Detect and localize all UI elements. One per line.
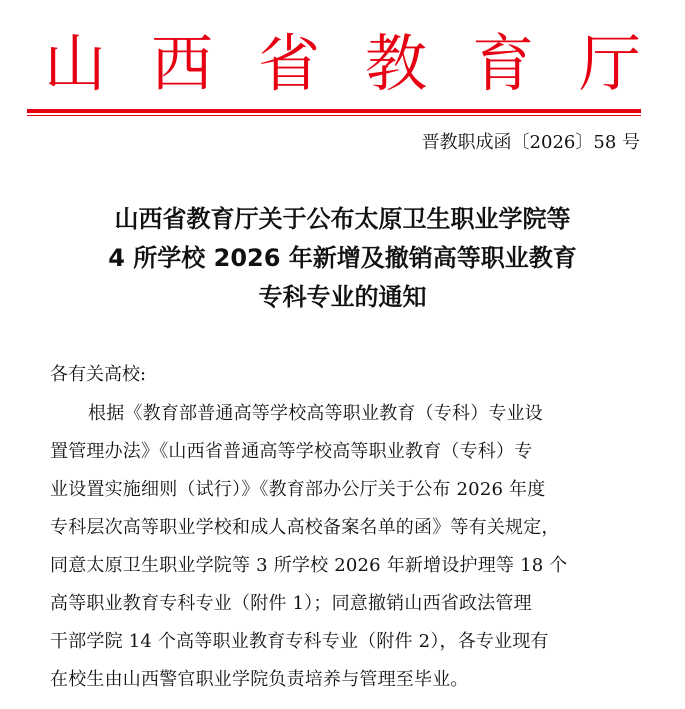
header-char: 教: [365, 27, 428, 100]
document-number: 晋教职成函〔2026〕58 号: [421, 132, 640, 153]
document-body: [50, 395, 640, 699]
header-char: 厅: [579, 27, 642, 100]
body-line: 根据《教育部普通高等学校高等职业教育（专科）专业设: [88, 403, 543, 424]
body-line: 置管理办法》《山西省普通高等学校高等职业教育（专科）专: [50, 441, 533, 462]
body-line: 高等职业教育专科专业（附件 1）；同意撤销山西省政法管理: [50, 593, 532, 614]
header-char: 山: [43, 27, 106, 100]
header-char: 育: [472, 27, 535, 100]
header-char: 省: [257, 27, 320, 100]
header-red-rule-thin: [27, 115, 641, 116]
title-line: 4 所学校 2026 年新增及撤销高等职业教育: [108, 244, 577, 272]
document-header-org-name: [0, 28, 685, 100]
title-line: 专科专业的通知: [258, 283, 427, 311]
body-line: 专科层次高等职业学校和成人高校备案名单的函》等有关规定，: [50, 517, 560, 538]
header-red-rule-thick: [27, 109, 641, 113]
salutation: 各有关高校:: [50, 364, 147, 385]
body-line: 在校生由山西警官职业学院负责培养与管理至毕业。: [50, 669, 469, 690]
body-line: 干部学院 14 个高等职业教育专科专业（附件 2），各专业现有: [50, 631, 549, 652]
body-line: 业设置实施细则（试行）》《教育部办公厅关于公布 2026 年度: [50, 479, 546, 500]
header-char: 西: [150, 27, 213, 100]
title-line: 山西省教育厅关于公布太原卫生职业学院等: [114, 205, 571, 233]
document-title: [0, 200, 685, 317]
body-line: 同意太原卫生职业学院等 3 所学校 2026 年新增设护理等 18 个: [50, 555, 568, 576]
